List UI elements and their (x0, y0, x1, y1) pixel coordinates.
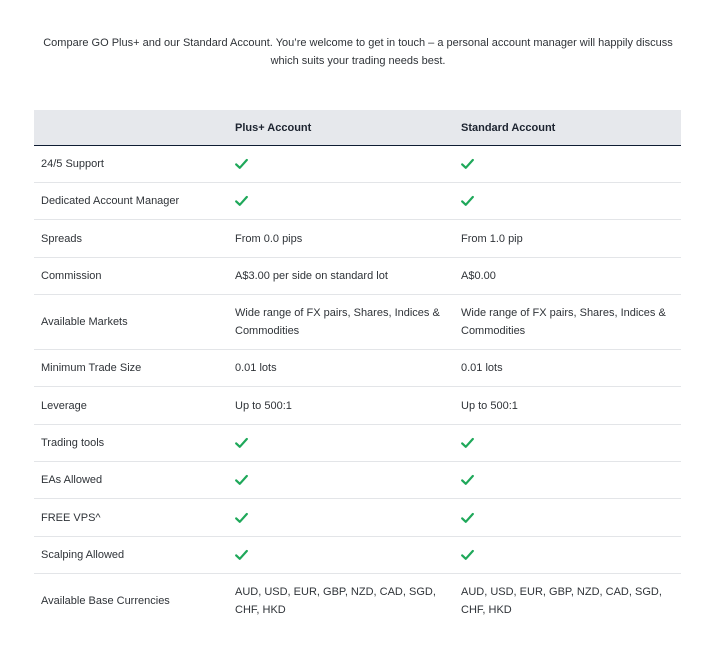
standard-value: Wide range of FX pairs, Shares, Indices & Commodities (461, 307, 666, 337)
plus-value: 0.01 lots (235, 362, 277, 374)
checkmark-icon (235, 549, 248, 561)
plus-check-cell (228, 509, 454, 527)
table-row (34, 220, 681, 258)
table-row (34, 499, 681, 537)
checkmark-icon (461, 158, 474, 170)
intro-text: Compare GO Plus+ and our Standard Account. You’re welcome to get in touch – a personal account manager will happily discuss which suits your trading needs best. (43, 37, 673, 67)
plus-value: A$3.00 per side on standard lot (235, 270, 388, 282)
plus-value: Up to 500:1 (235, 399, 292, 412)
standard-value: 0.01 lots (461, 362, 503, 374)
feature-label: Available Base Currencies (41, 595, 170, 607)
table-row (34, 146, 681, 183)
plus-check-cell (228, 192, 454, 210)
feature-label: Spreads (41, 232, 82, 245)
feature-label: 24/5 Support (41, 158, 104, 170)
checkmark-icon (461, 437, 474, 449)
table-row (34, 350, 681, 387)
standard-check-cell (454, 434, 681, 452)
plus-value: Wide range of FX pairs, Shares, Indices & Commodities (235, 307, 440, 337)
plus-check-cell (228, 434, 454, 452)
table-row (34, 295, 681, 350)
standard-check-cell (454, 471, 681, 489)
plus-check-cell (228, 155, 454, 173)
account-comparison-table (34, 110, 681, 628)
standard-check-cell (454, 509, 681, 527)
checkmark-icon (461, 195, 474, 207)
standard-value: Up to 500:1 (461, 399, 518, 412)
table-row (34, 462, 681, 499)
table-row (34, 183, 681, 220)
feature-label: FREE VPS^ (41, 511, 101, 524)
checkmark-icon (235, 474, 248, 486)
checkmark-icon (235, 158, 248, 170)
plus-value: From 0.0 pips (235, 232, 303, 245)
plus-check-cell (228, 546, 454, 564)
standard-value: A$0.00 (461, 270, 496, 282)
table-row (34, 537, 681, 574)
checkmark-icon (461, 512, 474, 524)
table-body (34, 146, 681, 628)
plus-check-cell (228, 471, 454, 489)
standard-check-cell (454, 546, 681, 564)
standard-value: AUD, USD, EUR, GBP, NZD, CAD, SGD, CHF, HKD (461, 586, 662, 616)
feature-label: Commission (41, 270, 102, 282)
table-row (34, 425, 681, 462)
checkmark-icon (235, 195, 248, 207)
feature-label: Minimum Trade Size (41, 362, 142, 374)
checkmark-icon (461, 474, 474, 486)
table-header-row (34, 110, 681, 146)
feature-label: Leverage (41, 399, 87, 412)
plus-value: AUD, USD, EUR, GBP, NZD, CAD, SGD, CHF, HKD (235, 586, 436, 616)
header-plus-account: Plus+ Account (235, 121, 312, 134)
feature-label: Scalping Allowed (41, 549, 125, 561)
standard-value: From 1.0 pip (461, 232, 523, 245)
checkmark-icon (235, 437, 248, 449)
standard-check-cell (454, 155, 681, 173)
feature-label: Trading tools (41, 437, 105, 449)
table-row (34, 574, 681, 628)
table-row (34, 258, 681, 295)
table-row (34, 387, 681, 425)
checkmark-icon (235, 512, 248, 524)
standard-check-cell (454, 192, 681, 210)
header-standard-account: Standard Account (461, 121, 556, 134)
feature-label: Available Markets (41, 316, 128, 328)
feature-label: Dedicated Account Manager (41, 195, 180, 207)
feature-label: EAs Allowed (41, 474, 103, 486)
checkmark-icon (461, 549, 474, 561)
